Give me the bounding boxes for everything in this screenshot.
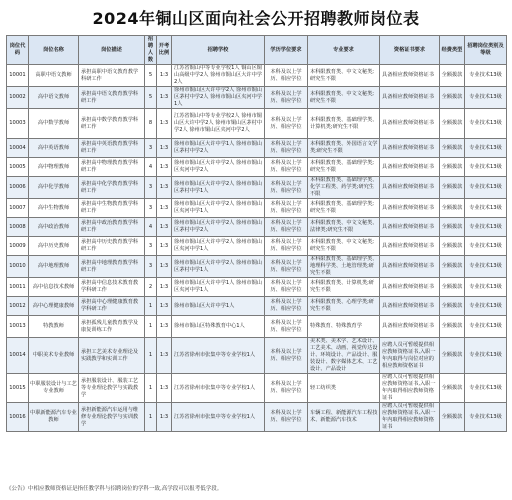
cell-code: 10004 [7, 139, 29, 158]
cell-name: 高中历史教师 [29, 237, 79, 256]
cell-cat: 专业技术13级 [465, 65, 507, 87]
cell-num: 1 [145, 316, 157, 338]
cell-major: 本科限教育类、基础理学类;研究生不限 [308, 158, 380, 177]
cell-school: 徐州市铜山区大许中学2人 徐州市铜山区茅村中学2人 徐州市铜山区夹河中学1人 [172, 87, 265, 109]
cell-cat: 专业技术13级 [465, 297, 507, 316]
cell-major: 本科限教育类、计算机类;研究生不限 [308, 278, 380, 297]
cell-major: 本科限教育类、中文文秘类;研究生不限 [308, 65, 380, 87]
cell-cert: 具备相应教师资格证书 [380, 158, 440, 177]
cell-name: 高中地理教师 [29, 256, 79, 278]
cell-edu: 本科及以上学历、相应学位 [265, 199, 308, 218]
cell-school: 徐州市铜山区大许中学2人 徐州市铜山区夹河中学1人 [172, 237, 265, 256]
cell-code: 10008 [7, 218, 29, 237]
cell-edu: 本科及以上学历、相应学位 [265, 65, 308, 87]
cell-fund: 全额拨款 [440, 139, 465, 158]
cell-school: 江苏省铜山中等专业学校2人 徐州市铜山区大许中学2人 徐州市铜山区茅村中学2人 徐州市铜山区夹河中学2人 [172, 109, 265, 139]
cell-desc: 承担高中数学教育教学科研工作 [79, 109, 145, 139]
cell-fund: 全额拨款 [440, 199, 465, 218]
cell-ratio: 1:3 [157, 158, 172, 177]
cell-desc: 承担高职中语文教育教学科研工作 [79, 65, 145, 87]
cell-cat: 专业技术13级 [465, 87, 507, 109]
cell-name: 高职中语文教师 [29, 65, 79, 87]
cell-cert: 具备相应教师资格证书 [380, 316, 440, 338]
cell-edu: 本科及以上学历、相应学位 [265, 278, 308, 297]
cell-edu: 本科及以上学历、相应学位 [265, 256, 308, 278]
cell-cert: 具备相应教师资格证书 [380, 256, 440, 278]
table-row [7, 65, 507, 87]
header-major: 专业要求 [308, 36, 380, 65]
cell-major: 轻工纺织类 [308, 374, 380, 403]
cell-code: 10016 [7, 403, 29, 432]
cell-desc: 承担孤残儿童教育教学及康复训练工作 [79, 316, 145, 338]
cell-school: 徐州市铜山区大许中学2人 徐州市铜山区夹河中学2人 [172, 158, 265, 177]
cell-num: 8 [145, 109, 157, 139]
cell-fund: 全额拨款 [440, 237, 465, 256]
header-name: 岗位名称 [29, 36, 79, 65]
cell-edu: 本科及以上学历、相应学位 [265, 139, 308, 158]
cell-fund: 全额拨款 [440, 218, 465, 237]
cell-desc: 承担新能源汽车运用与维修专业理论教学与实训教学 [79, 403, 145, 432]
table-row [7, 256, 507, 278]
cell-num: 4 [145, 158, 157, 177]
table-row [7, 278, 507, 297]
cell-cat: 专业技术13级 [465, 237, 507, 256]
cell-school: 江苏省铜山中等专业学校1人 铜山区铜山高级中学2人 徐州市铜山区大许中学2人 [172, 65, 265, 87]
cell-edu: 本科及以上学历、相应学位 [265, 338, 308, 374]
cell-fund: 全额拨款 [440, 403, 465, 432]
cell-school: 江苏省徐州市张集中等专业学校1人 [172, 338, 265, 374]
cell-code: 10010 [7, 256, 29, 278]
cell-major: 本科限教育类、基础理学类、地理科学类、土地管理类;研究生不限 [308, 256, 380, 278]
table-row [7, 158, 507, 177]
job-table [6, 35, 507, 432]
cell-cert: 具备相应教师资格证书 [380, 278, 440, 297]
cell-name: 高中生物教师 [29, 199, 79, 218]
cell-num: 3 [145, 199, 157, 218]
cell-major: 本科限教育类、中文文秘类;研究生不限 [308, 237, 380, 256]
cell-school: 徐州市铜山区特殊教育中心1人 [172, 316, 265, 338]
cell-cat: 专业技术13级 [465, 256, 507, 278]
cell-code: 10013 [7, 316, 29, 338]
cell-cat: 专业技术13级 [465, 374, 507, 403]
cell-ratio: 1:3 [157, 338, 172, 374]
cell-desc: 承担工艺美术专业理论及实践教学和实训工作 [79, 338, 145, 374]
cell-ratio: 1:3 [157, 403, 172, 432]
cell-code: 10015 [7, 374, 29, 403]
cell-cat: 专业技术13级 [465, 218, 507, 237]
cell-name: 高中数学教师 [29, 109, 79, 139]
table-row [7, 403, 507, 432]
cell-ratio: 1:3 [157, 139, 172, 158]
cell-name: 高中心理健康教师 [29, 297, 79, 316]
cell-desc: 承担高中生物教育教学科研工作 [79, 199, 145, 218]
cell-name: 高中信息技术教师 [29, 278, 79, 297]
cell-fund: 全额拨款 [440, 278, 465, 297]
cell-desc: 承担服装设计、服装工艺等专业理论教学与实践教学 [79, 374, 145, 403]
cell-major: 本科限教育类、基础理学类;研究生不限 [308, 199, 380, 218]
cell-desc: 承担高中信息技术教育教学科研工作 [79, 278, 145, 297]
cell-name: 高中政治教师 [29, 218, 79, 237]
cell-major: 本科限教育类、中文文秘类、法律类;研究生不限 [308, 218, 380, 237]
cell-desc: 承担高中心理健康教育教学科研工作 [79, 297, 145, 316]
footnote: 《公告》中相应教师资格证是指任教学科与招聘岗位的学科一致,高学段可以报考低学段。 [6, 486, 223, 492]
header-num: 招聘人数 [145, 36, 157, 65]
cell-fund: 全额拨款 [440, 177, 465, 199]
cell-num: 3 [145, 256, 157, 278]
table-row [7, 237, 507, 256]
cell-code: 10009 [7, 237, 29, 256]
cell-cert: 应聘人员可暂缓提供相应教师资格证书,入职一年内取得相应教师资格证书 [380, 403, 440, 432]
header-desc: 岗位描述 [79, 36, 145, 65]
cell-edu: 本科及以上学历、相应学位 [265, 403, 308, 432]
cell-name: 高中物理教师 [29, 158, 79, 177]
cell-fund: 全额拨款 [440, 109, 465, 139]
cell-major: 车辆工程、新能源汽车工程技术、新能源汽车技术 [308, 403, 380, 432]
cell-cert: 具备相应教师资格证书 [380, 177, 440, 199]
cell-cert: 具备相应教师资格证书 [380, 237, 440, 256]
table-header-row [7, 36, 507, 65]
table-row [7, 109, 507, 139]
cell-name: 中职美术专业教师 [29, 338, 79, 374]
table-row [7, 87, 507, 109]
cell-name: 高中英语教师 [29, 139, 79, 158]
cell-cat: 专业技术13级 [465, 403, 507, 432]
cell-name: 特教教师 [29, 316, 79, 338]
cell-code: 10003 [7, 109, 29, 139]
cell-code: 10007 [7, 199, 29, 218]
cell-edu: 本科及以上学历、相应学位 [265, 158, 308, 177]
cell-num: 2 [145, 278, 157, 297]
cell-cert: 具备相应教师资格证书 [380, 297, 440, 316]
cell-fund: 全额拨款 [440, 338, 465, 374]
cell-code: 10006 [7, 177, 29, 199]
cell-code: 10011 [7, 278, 29, 297]
cell-major: 特殊教育、特殊教育学 [308, 316, 380, 338]
cell-fund: 全额拨款 [440, 87, 465, 109]
cell-name: 高中化学教师 [29, 177, 79, 199]
cell-ratio: 1:3 [157, 237, 172, 256]
cell-edu: 本科及以上学历、相应学位 [265, 87, 308, 109]
header-code: 岗位代码 [7, 36, 29, 65]
cell-edu: 本科及以上学历、相应学位 [265, 109, 308, 139]
cell-major: 本科限教育类、中文文秘类;研究生不限 [308, 87, 380, 109]
cell-num: 3 [145, 177, 157, 199]
cell-cert: 具备相应教师资格证书 [380, 218, 440, 237]
cell-desc: 承担高中英语教育教学科研工作 [79, 139, 145, 158]
cell-cert: 具备相应教师资格证书 [380, 87, 440, 109]
cell-edu: 本科及以上学历、相应学位 [265, 177, 308, 199]
cell-code: 10002 [7, 87, 29, 109]
cell-ratio: 1:3 [157, 374, 172, 403]
cell-num: 5 [145, 65, 157, 87]
cell-edu: 本科及以上学历、相应学位 [265, 316, 308, 338]
cell-fund: 全额拨款 [440, 65, 465, 87]
cell-fund: 全额拨款 [440, 297, 465, 316]
cell-edu: 本科及以上学历、相应学位 [265, 297, 308, 316]
header-cert: 资格证书要求 [380, 36, 440, 65]
cell-cat: 专业技术13级 [465, 177, 507, 199]
cell-edu: 本科及以上学历、相应学位 [265, 237, 308, 256]
header-cat: 招聘岗位类别及等级 [465, 36, 507, 65]
header-fund: 经费类型 [440, 36, 465, 65]
cell-cert: 具备相应教师资格证书 [380, 65, 440, 87]
cell-code: 10001 [7, 65, 29, 87]
cell-major: 本科限教育类、心理学类;研究生不限 [308, 297, 380, 316]
table-row [7, 338, 507, 374]
page-title: 2024年铜山区面向社会公开招聘教师岗位表 [92, 9, 420, 28]
cell-cert: 具备相应教师资格证书 [380, 109, 440, 139]
table-row [7, 374, 507, 403]
cell-school: 徐州市铜山区大许中学1人 徐州市铜山区茅村中学2人 [172, 139, 265, 158]
cell-cat: 专业技术13级 [465, 338, 507, 374]
header-ratio: 开考比例 [157, 36, 172, 65]
cell-code: 10005 [7, 158, 29, 177]
cell-num: 1 [145, 338, 157, 374]
cell-ratio: 1:3 [157, 256, 172, 278]
cell-fund: 全额拨款 [440, 316, 465, 338]
cell-school: 徐州市铜山区大许中学2人 徐州市铜山区茅村中学1人 [172, 256, 265, 278]
cell-ratio: 1:3 [157, 199, 172, 218]
table-row [7, 297, 507, 316]
cell-cat: 专业技术13级 [465, 139, 507, 158]
cell-ratio: 1:3 [157, 218, 172, 237]
cell-fund: 全额拨款 [440, 158, 465, 177]
cell-desc: 承担高中历史教育教学科研工作 [79, 237, 145, 256]
cell-school: 徐州市铜山区大许中学2人 徐州市铜山区夹河中学1人 [172, 199, 265, 218]
cell-school: 徐州市铜山区大许中学2人 徐州市铜山区茅村中学1人 [172, 177, 265, 199]
cell-major: 美术类、美术学、艺术设计、工艺美术、动画、视觉传达设计、环境设计、产品设计、服装设计、数字媒体艺术、工艺设计、产品设计 [308, 338, 380, 374]
cell-num: 3 [145, 139, 157, 158]
cell-cert: 具备相应教师资格证书 [380, 139, 440, 158]
cell-cat: 专业技术13级 [465, 199, 507, 218]
cell-name: 中职服装设计与工艺专业教师 [29, 374, 79, 403]
cell-num: 5 [145, 87, 157, 109]
cell-school: 江苏省徐州市张集中等专业学校1人 [172, 374, 265, 403]
cell-desc: 承担高中化学教育教学科研工作 [79, 177, 145, 199]
cell-school: 徐州市铜山区大许中学1人 徐州市铜山区夹河中学1人 [172, 278, 265, 297]
cell-edu: 本科及以上学历、相应学位 [265, 218, 308, 237]
table-body [7, 65, 507, 432]
cell-code: 10012 [7, 297, 29, 316]
cell-cat: 专业技术13级 [465, 158, 507, 177]
cell-ratio: 1:3 [157, 278, 172, 297]
cell-ratio: 1:3 [157, 297, 172, 316]
cell-major: 本科限教育类、外国语言文学类;研究生不限 [308, 139, 380, 158]
cell-num: 1 [145, 403, 157, 432]
cell-school: 江苏省徐州市张集中等专业学校1人 [172, 403, 265, 432]
cell-num: 3 [145, 237, 157, 256]
header-edu: 学历学位要求 [265, 36, 308, 65]
cell-ratio: 1:3 [157, 65, 172, 87]
cell-code: 10014 [7, 338, 29, 374]
cell-ratio: 1:3 [157, 316, 172, 338]
cell-ratio: 1:3 [157, 109, 172, 139]
cell-desc: 承担高中物理教育教学科研工作 [79, 158, 145, 177]
cell-school: 徐州市铜山区大许中学2人 徐州市铜山区茅村中学2人 [172, 218, 265, 237]
cell-fund: 全额拨款 [440, 256, 465, 278]
cell-cat: 专业技术13级 [465, 109, 507, 139]
cell-name: 中职新能源汽车专业教师 [29, 403, 79, 432]
cell-fund: 全额拨款 [440, 374, 465, 403]
cell-cat: 专业技术13级 [465, 278, 507, 297]
table-row [7, 139, 507, 158]
cell-cert: 应聘人员可暂缓提供相应教师资格证书,入职一年内取得与岗位对应的相应教师资格证书 [380, 338, 440, 374]
cell-school: 徐州市铜山区大许中学1人 [172, 297, 265, 316]
table-row [7, 199, 507, 218]
cell-ratio: 1:3 [157, 87, 172, 109]
cell-cat: 专业技术13级 [465, 316, 507, 338]
cell-desc: 承担高中地理教育教学科研工作 [79, 256, 145, 278]
cell-num: 4 [145, 218, 157, 237]
cell-ratio: 1:3 [157, 177, 172, 199]
cell-cert: 具备相应教师资格证书 [380, 199, 440, 218]
cell-desc: 承担高中语文教育教学科研工作 [79, 87, 145, 109]
table-row [7, 177, 507, 199]
cell-major: 本科限教育类、基础理学类、化学工程类、药学类;研究生不限 [308, 177, 380, 199]
header-school: 招聘学校 [172, 36, 265, 65]
cell-num: 1 [145, 374, 157, 403]
cell-cert: 应聘人员可暂缓提供相应教师资格证书,入职一年内取得相应教师资格证书 [380, 374, 440, 403]
cell-desc: 承担高中政治教育教学科研工作 [79, 218, 145, 237]
cell-name: 高中语文教师 [29, 87, 79, 109]
table-row [7, 218, 507, 237]
cell-edu: 本科及以上学历、相应学位 [265, 374, 308, 403]
cell-num: 1 [145, 297, 157, 316]
table-row [7, 316, 507, 338]
cell-major: 本科限教育类、基础理学类、计算机类;研究生不限 [308, 109, 380, 139]
